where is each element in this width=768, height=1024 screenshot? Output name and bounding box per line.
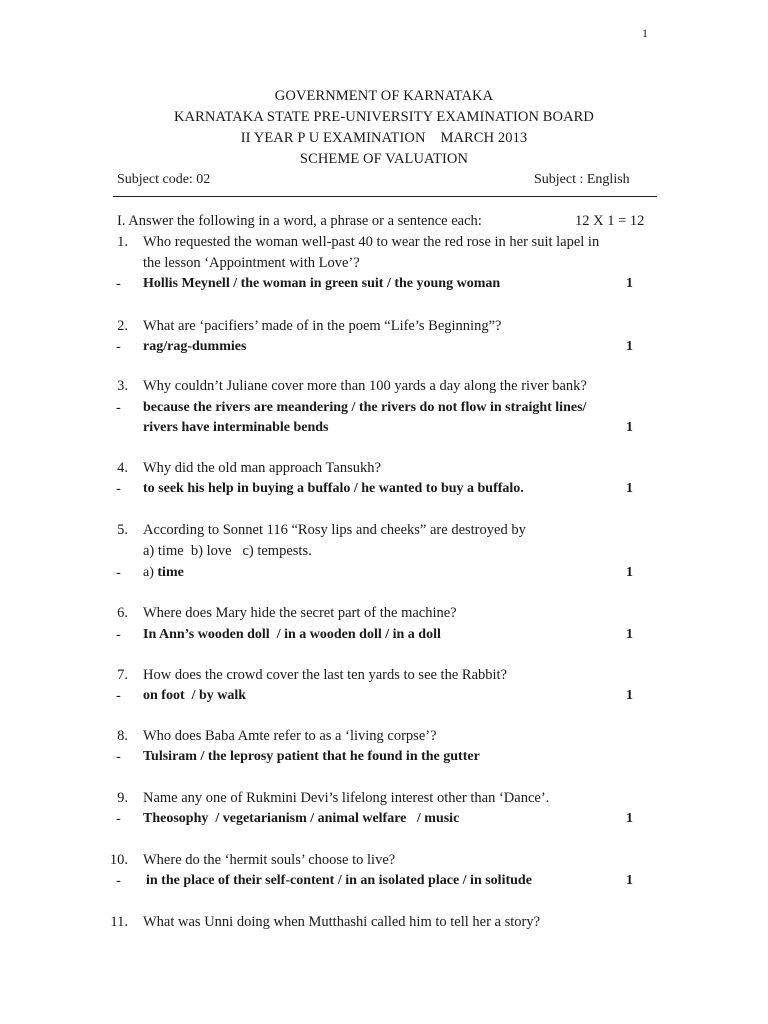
- section-total-marks: 12 X 1 = 12: [575, 213, 645, 229]
- answer-dash: -: [116, 481, 121, 497]
- question-number: 11.: [110, 914, 128, 930]
- question-text: Who requested the woman well-past 40 to wear the red rose in her suit lapel in: [143, 234, 600, 250]
- header-board: KARNATAKA STATE PRE-UNIVERSITY EXAMINATION BOARD: [173, 109, 595, 125]
- answer-mark: 1: [626, 420, 633, 435]
- question-number: 7.: [117, 667, 128, 683]
- answer-dash: -: [116, 873, 121, 889]
- question-options: a) time b) love c) tempests.: [143, 543, 312, 559]
- answer-dash: -: [116, 627, 121, 643]
- header-divider: [113, 196, 657, 197]
- question-number: 2.: [117, 318, 128, 334]
- answer-dash: -: [116, 811, 121, 827]
- question-number: 8.: [117, 728, 128, 744]
- header-government: GOVERNMENT OF KARNATAKA: [274, 88, 494, 104]
- answer-text: time: [157, 565, 184, 580]
- question-number: 6.: [117, 605, 128, 621]
- answer-text: because the rivers are meandering / the rivers do not flow in straight lines/: [143, 400, 587, 415]
- answer-option: [143, 565, 184, 581]
- answer-mark: 1: [626, 688, 633, 703]
- answer-mark: 1: [626, 873, 633, 888]
- answer-dash: -: [116, 565, 121, 581]
- question-number: 9.: [117, 790, 128, 806]
- question-text: Where do the ‘hermit souls’ choose to live?: [143, 852, 396, 868]
- question-text: According to Sonnet 116 “Rosy lips and cheeks” are destroyed by: [143, 522, 526, 538]
- question-number: 3.: [117, 378, 128, 394]
- question-text: Name any one of Rukmini Devi’s lifelong interest other than ‘Dance’.: [143, 790, 550, 806]
- question-text: How does the crowd cover the last ten yards to see the Rabbit?: [143, 667, 508, 683]
- answer-text: to seek his help in buying a buffalo / he wanted to buy a buffalo.: [143, 481, 524, 496]
- question-number: 5.: [117, 522, 128, 538]
- answer-text: on foot / by walk: [143, 688, 247, 703]
- answer-mark: 1: [626, 811, 633, 826]
- answer-mark: 1: [626, 481, 633, 496]
- answer-mark: 1: [626, 339, 633, 354]
- question-text: Who does Baba Amte refer to as a ‘living corpse’?: [143, 728, 437, 744]
- answer-mark: 1: [626, 276, 633, 291]
- section-instruction: I. Answer the following in a word, a phrase or a sentence each:: [117, 213, 482, 229]
- question-text: Why did the old man approach Tansukh?: [143, 460, 381, 476]
- question-text-continued: the lesson ‘Appointment with Love’?: [143, 255, 360, 271]
- question-text: Why couldn’t Juliane cover more than 100 yards a day along the river bank?: [143, 378, 587, 394]
- answer-option-prefix: a): [143, 565, 158, 580]
- subject-code: Subject code: 02: [117, 172, 211, 187]
- page-number: 1: [642, 26, 648, 40]
- answer-mark: 1: [626, 565, 633, 580]
- answer-mark: 1: [626, 627, 633, 642]
- question-number: 4.: [117, 460, 128, 476]
- answer-dash: -: [116, 688, 121, 704]
- answer-text: in the place of their self-content / in an isolated place / in solitude: [146, 873, 532, 888]
- question-number: 1.: [117, 234, 128, 250]
- answer-dash: -: [116, 276, 121, 292]
- subject-name: Subject : English: [534, 172, 630, 187]
- answer-text: In Ann’s wooden doll / in a wooden doll / in a doll: [143, 627, 441, 642]
- question-text: What was Unni doing when Mutthashi called him to tell her a story?: [143, 914, 541, 930]
- answer-dash: -: [116, 749, 121, 765]
- answer-text: rag/rag-dummies: [143, 339, 247, 354]
- answer-dash: -: [116, 339, 121, 355]
- question-number: 10.: [109, 852, 128, 868]
- answer-dash: -: [116, 400, 121, 416]
- header-exam: II YEAR P U EXAMINATION MARCH 2013: [240, 130, 528, 146]
- question-text: What are ‘pacifiers’ made of in the poem “Life’s Beginning”?: [143, 318, 502, 334]
- header-scheme: SCHEME OF VALUATION: [299, 151, 469, 167]
- answer-text: Hollis Meynell / the woman in green suit / the young woman: [143, 276, 501, 291]
- answer-text: Tulsiram / the leprosy patient that he found in the gutter: [143, 749, 480, 764]
- answer-text: Theosophy / vegetarianism / animal welfare / music: [143, 811, 460, 826]
- question-text: Where does Mary hide the secret part of the machine?: [143, 605, 457, 621]
- answer-text-continued: rivers have interminable bends: [143, 420, 329, 435]
